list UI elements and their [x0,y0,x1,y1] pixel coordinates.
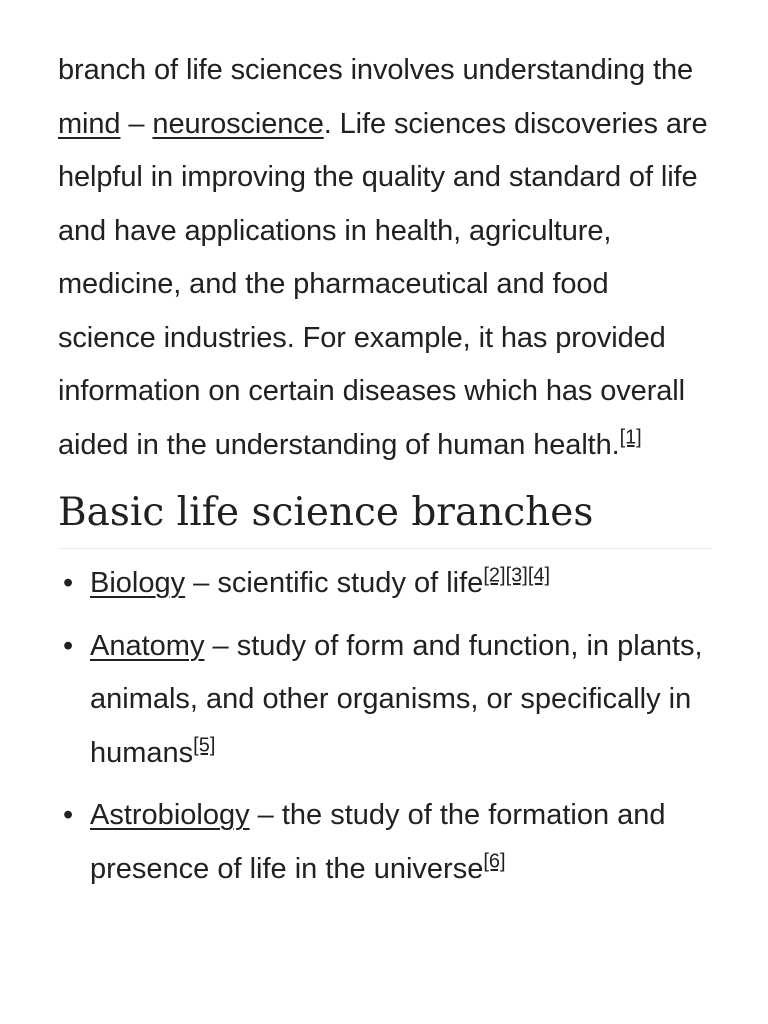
list-item [58,557,712,611]
bullet-icon: • [63,629,74,662]
citation [620,426,642,448]
link-mind[interactable]: mind [58,107,121,140]
citation-link[interactable]: [3] [505,564,528,587]
branches-list [58,557,712,896]
list-item-text: – study of form and function, in plants, animals, and other organisms, or specifically in humans [90,629,703,769]
list-item-text: – scientific study of life [185,567,484,599]
link-neuroscience[interactable]: neuroscience [152,107,324,140]
citation [193,734,215,756]
article-content [58,44,712,905]
citation [483,564,550,586]
list-item [58,789,712,896]
citation [483,850,505,872]
citation-link[interactable]: [6] [483,849,506,872]
paragraph-dash: – [120,107,153,140]
citation-link[interactable]: [4] [527,564,551,587]
list-item [58,620,712,781]
intro-paragraph [58,44,712,472]
citation-link[interactable]: [2] [483,564,506,587]
bullet-icon: • [63,799,74,831]
bullet-icon: • [63,567,74,599]
paragraph-text: . Life sciences discoveries are helpful in improving the quality and standard of life and have applications in health, agriculture, medicine, and the pharmaceutical and food science industries. For example, it has provided information on certain diseases which has overall aided in the understanding of human health. [58,107,708,461]
link-biology[interactable]: Biology [90,567,186,599]
link-anatomy[interactable]: Anatomy [90,629,205,662]
citation-link[interactable]: [5] [193,733,216,756]
paragraph-text: branch of life sciences involves understanding the [58,54,693,86]
link-astrobiology[interactable]: Astrobiology [90,799,250,831]
section-heading: Basic life science branches [58,484,712,549]
list-item-text: – the study of the formation and presence of life in the universe [90,799,666,885]
citation-link[interactable]: [1] [619,425,642,448]
